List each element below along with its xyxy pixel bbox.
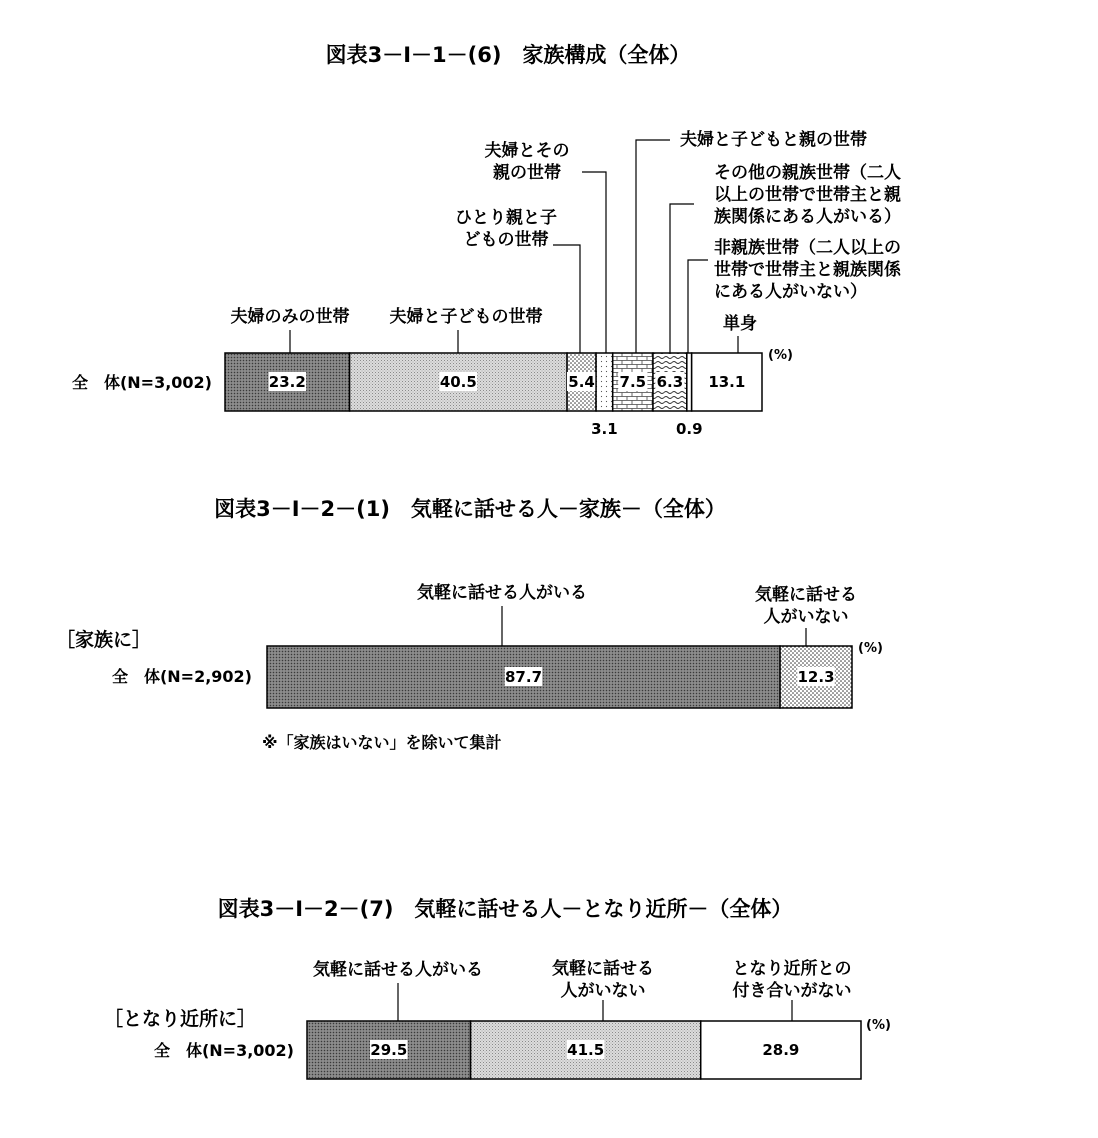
value-label: 5.4	[568, 373, 595, 391]
legend-label: その他の親族世帯（二人以上の世帯で世帯主と親族関係にある人がいる）	[714, 163, 901, 227]
row-label-household: 全 体(N=3,002)	[71, 373, 212, 392]
stacked-bar-household	[225, 129, 902, 438]
unit-label-neighbors: (%)	[866, 1018, 891, 1033]
leader-line	[670, 204, 694, 353]
value-label: 13.1	[708, 373, 746, 391]
legend-label: 夫婦のみの世帯	[230, 307, 350, 327]
value-label: 6.3	[656, 373, 684, 391]
row-label-neighbors: 全 体(N=3,002)	[153, 1041, 294, 1060]
value-label-below: 3.1	[591, 420, 618, 438]
legend-label: 夫婦と子どもと親の世帯	[680, 130, 867, 150]
value-label-below: 0.9	[675, 420, 703, 438]
stacked-bar-neighbors	[307, 958, 861, 1079]
legend-label: 夫婦とその親の世帯	[484, 141, 570, 183]
chart-title-household: 図表3－Ⅰ－1－(6) 家族構成（全体）	[325, 43, 691, 67]
value-label: 87.7	[505, 668, 543, 686]
row-label-family: 全 体(N=2,902)	[111, 667, 252, 686]
value-label: 40.5	[439, 373, 477, 391]
legend-label: 気軽に話せる人がいる	[313, 960, 483, 980]
leader-line	[636, 140, 670, 353]
group-label-family: ［家族に］	[56, 629, 152, 651]
chart-title-neighbors: 図表3－Ⅰ－2－(7) 気軽に話せる人－となり近所－（全体）	[217, 897, 793, 921]
value-label: 28.9	[762, 1041, 800, 1059]
leader-line	[688, 260, 708, 353]
value-label: 29.5	[370, 1041, 408, 1059]
legend-label: 気軽に話せる人がいない	[552, 959, 654, 1001]
value-label: 23.2	[268, 373, 306, 391]
legend-label: ひとり親と子どもの世帯	[455, 208, 557, 250]
chart-note-family: ※「家族はいない」を除いて集計	[262, 733, 502, 752]
unit-label-household: (%)	[768, 348, 793, 363]
leader-line	[582, 172, 606, 353]
unit-label-family: (%)	[858, 641, 883, 656]
legend-label: となり近所との付き合いがない	[732, 959, 852, 1001]
legend-label: 気軽に話せる人がいる	[417, 583, 587, 603]
stacked-bar-family	[267, 582, 857, 708]
bar-segment	[596, 353, 613, 411]
value-label: 12.3	[797, 668, 835, 686]
chart-title-family: 図表3－Ⅰ－2－(1) 気軽に話せる人－家族－（全体）	[214, 497, 726, 521]
legend-label: 夫婦と子どもの世帯	[389, 307, 543, 327]
legend-label: 非親族世帯（二人以上の世帯で世帯主と親族関係にある人がいない）	[714, 238, 901, 302]
legend-label: 単身	[723, 314, 757, 334]
value-label: 41.5	[567, 1041, 605, 1059]
legend-label: 気軽に話せる人がいない	[755, 585, 857, 627]
value-label: 7.5	[619, 373, 647, 391]
group-label-neighbors: ［となり近所に］	[104, 1008, 257, 1030]
leader-line	[553, 245, 580, 353]
